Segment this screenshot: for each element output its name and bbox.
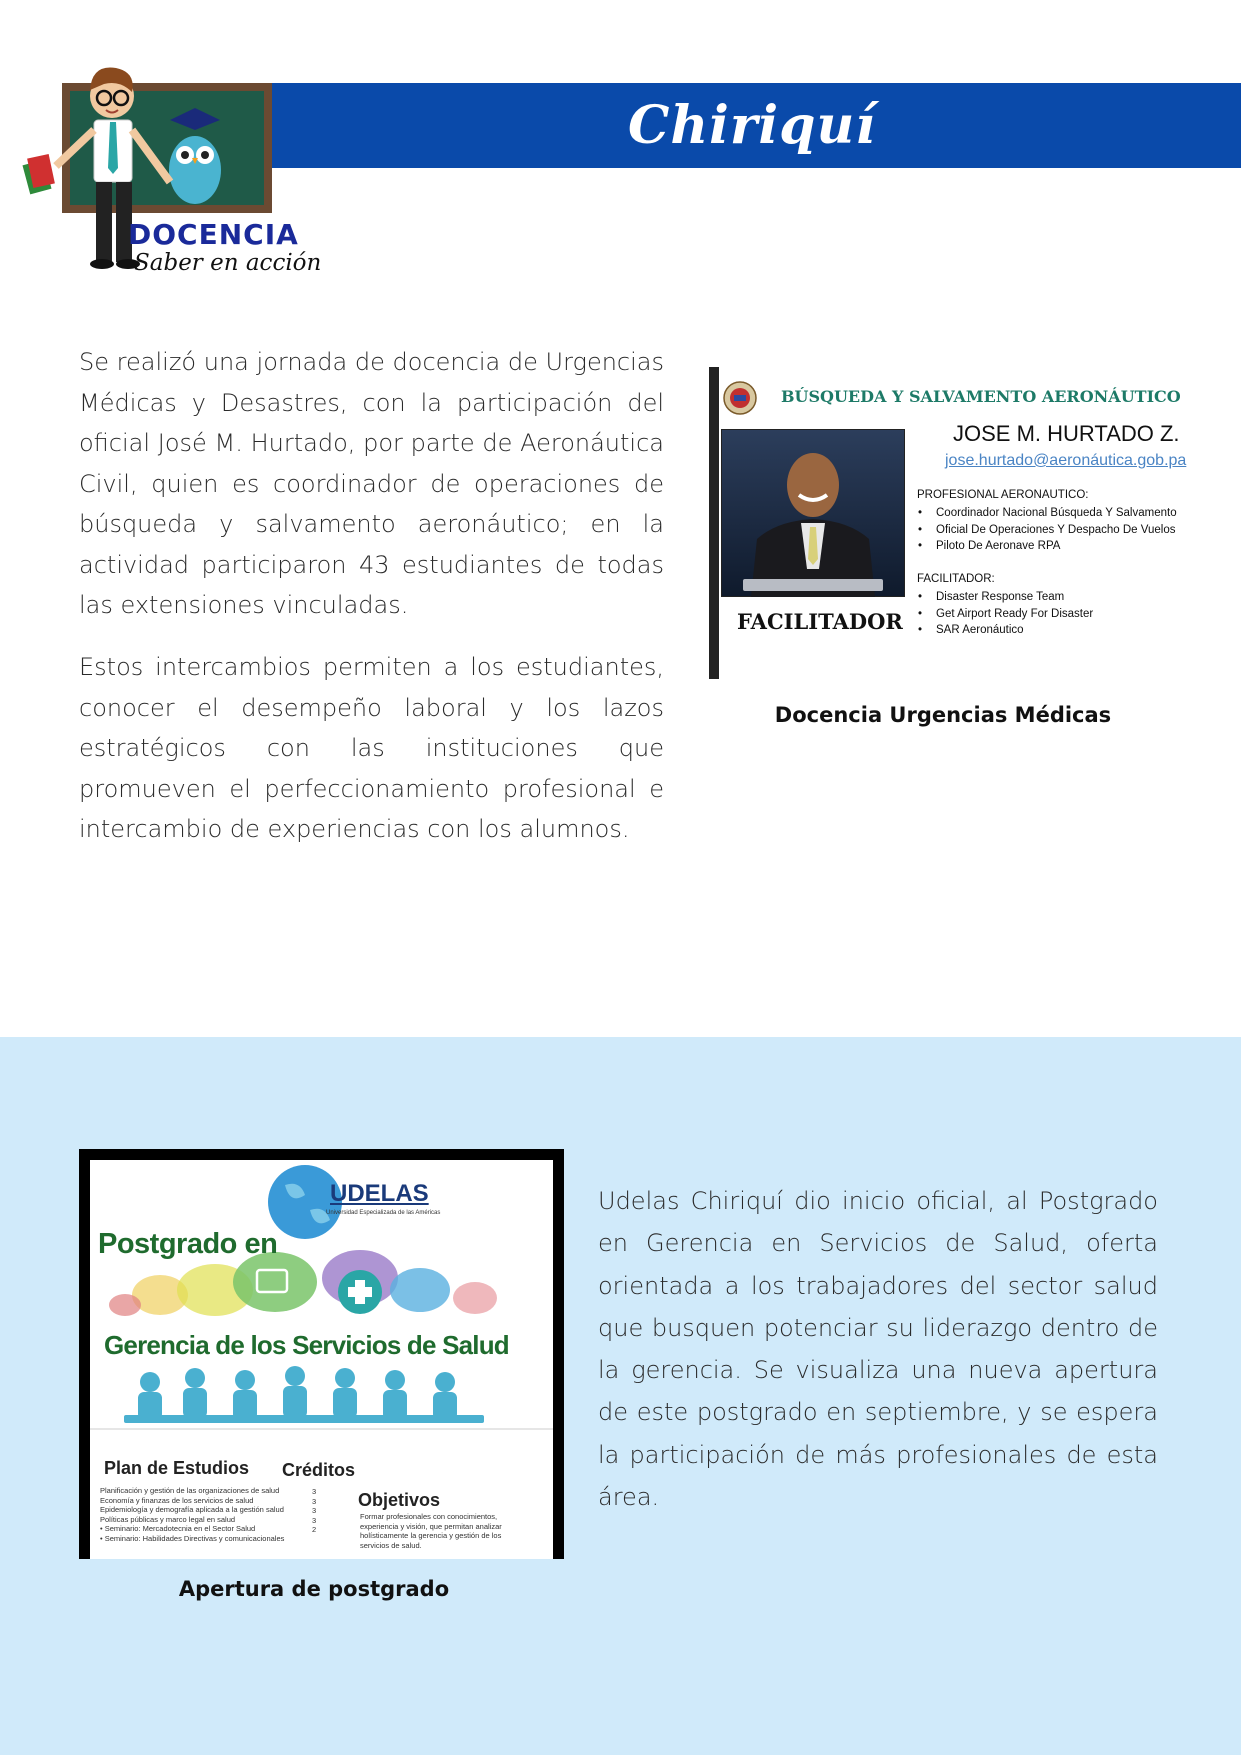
list-item: • Seminario: Mercadotecnia en el Sector Salud [100, 1524, 256, 1534]
poster-plan-heading: Plan de Estudios [104, 1458, 250, 1478]
poster-objectives-heading: Objetivos [358, 1490, 441, 1510]
person-photo-icon [721, 429, 905, 597]
list-item: Economía y finanzas de los servicios de salud [100, 1495, 254, 1505]
facilitator-email: jose.hurtado@aeronáutica.gob.pa [945, 452, 1187, 469]
list-item: • Piloto De Aeronave RPA [918, 538, 1177, 555]
facilitator-photo [721, 429, 905, 597]
udelas-brand: UDELAS [330, 1180, 429, 1207]
poster-objectives-text: Formar profesionales con conocimientos, experiencia y visión, que permitan analizar holísticamente la gerencia y gestión de los servicios de salud. [360, 1512, 502, 1550]
poster-title-line2: Gerencia de los Servicios de Salud [104, 1330, 509, 1360]
docencia-paragraph-2: Estos intercambios permiten a los estudiantes, conocer el desempeño laboral y los lazos estratégicos con las instituciones que promueven el perfeccionamiento profesional e intercambio de experiencias con los alumnos. [79, 653, 664, 843]
docencia-paragraph-1: Se realizó una jornada de docencia de Urgencias Médicas y Desastres, con la participación del oficial José M. Hurtado, por parte de Aeronáutica Civil, quien es coordinador de operaciones de búsqueda y salvamento aeronáutico; en la actividad participaron 43 estudiantes de todas las extensiones vinculadas. [79, 348, 664, 619]
list-item: 3 [312, 1506, 317, 1516]
poster-credits-heading: Créditos [282, 1460, 356, 1480]
facilitator-name: JOSE M. HURTADO Z. [953, 421, 1180, 446]
list-item: 2 [312, 1525, 317, 1535]
list-item: 3 [312, 1515, 317, 1525]
list-item: • Oficial De Operaciones Y Despacho De Vuelos [918, 522, 1177, 539]
card-heading: BÚSQUEDA Y SALVAMENTO AERONÁUTICO [781, 387, 1181, 406]
aeronautica-seal-icon [723, 381, 757, 415]
list-item: • Coordinador Nacional Búsqueda Y Salvamento [918, 505, 1177, 522]
poster-course-list [100, 1486, 284, 1544]
list-item: • Seminario: Habilidades Directivas y comunicacionales [100, 1533, 285, 1543]
list-item: Planificación y gestión de las organizaciones de salud [100, 1486, 280, 1495]
card-list-profesional [918, 505, 1177, 555]
caption-docencia: Docencia Urgencias Médicas [774, 703, 1112, 727]
list-item: 3 [312, 1496, 317, 1506]
poster-credit-list [312, 1487, 316, 1535]
postgrado-poster [79, 1149, 564, 1559]
page-title: Chiriquí [627, 95, 877, 156]
facilitator-card [709, 367, 1191, 679]
facilitator-label: FACILITADOR [737, 609, 903, 634]
card-list-heading-profesional: PROFESIONAL AERONAUTICO: [917, 489, 1089, 501]
caption-postgrado: Apertura de postgrado [178, 1577, 450, 1601]
logo-subtitle: Saber en acción [134, 250, 322, 276]
list-item: • Disaster Response Team [918, 589, 1093, 606]
poster-content [90, 1160, 553, 1559]
card-side-bar [709, 367, 719, 679]
list-item: Epidemiología y demografía aplicada a la gestión salud [100, 1505, 284, 1515]
list-item: Políticas públicas y marco legal en salud [100, 1514, 236, 1524]
card-list-heading-facilitador: FACILITADOR: [917, 573, 995, 585]
card-list-facilitador [918, 589, 1093, 639]
postgrado-paragraph: Udelas Chiriquí dio inicio oficial, al Postgrado en Gerencia en Servicios de Salud, oferta orientada a los trabajadores del sector salud que busquen potenciar su liderazgo dentro de la gerencia. Se visualiza una nueva apertura de este postgrado en septiembre, y se espera la participación de más profesionales de esta área. [598, 1187, 1158, 1512]
list-item: 3 [312, 1487, 317, 1496]
list-item: • Get Airport Ready For Disaster [918, 606, 1093, 623]
logo-title: DOCENCIA [128, 218, 299, 251]
list-item: • SAR Aeronáutico [918, 622, 1093, 639]
udelas-brand-subtitle: Universidad Especializada de las Américas [326, 1210, 441, 1216]
poster-title-line1: Postgrado en [98, 1228, 278, 1260]
